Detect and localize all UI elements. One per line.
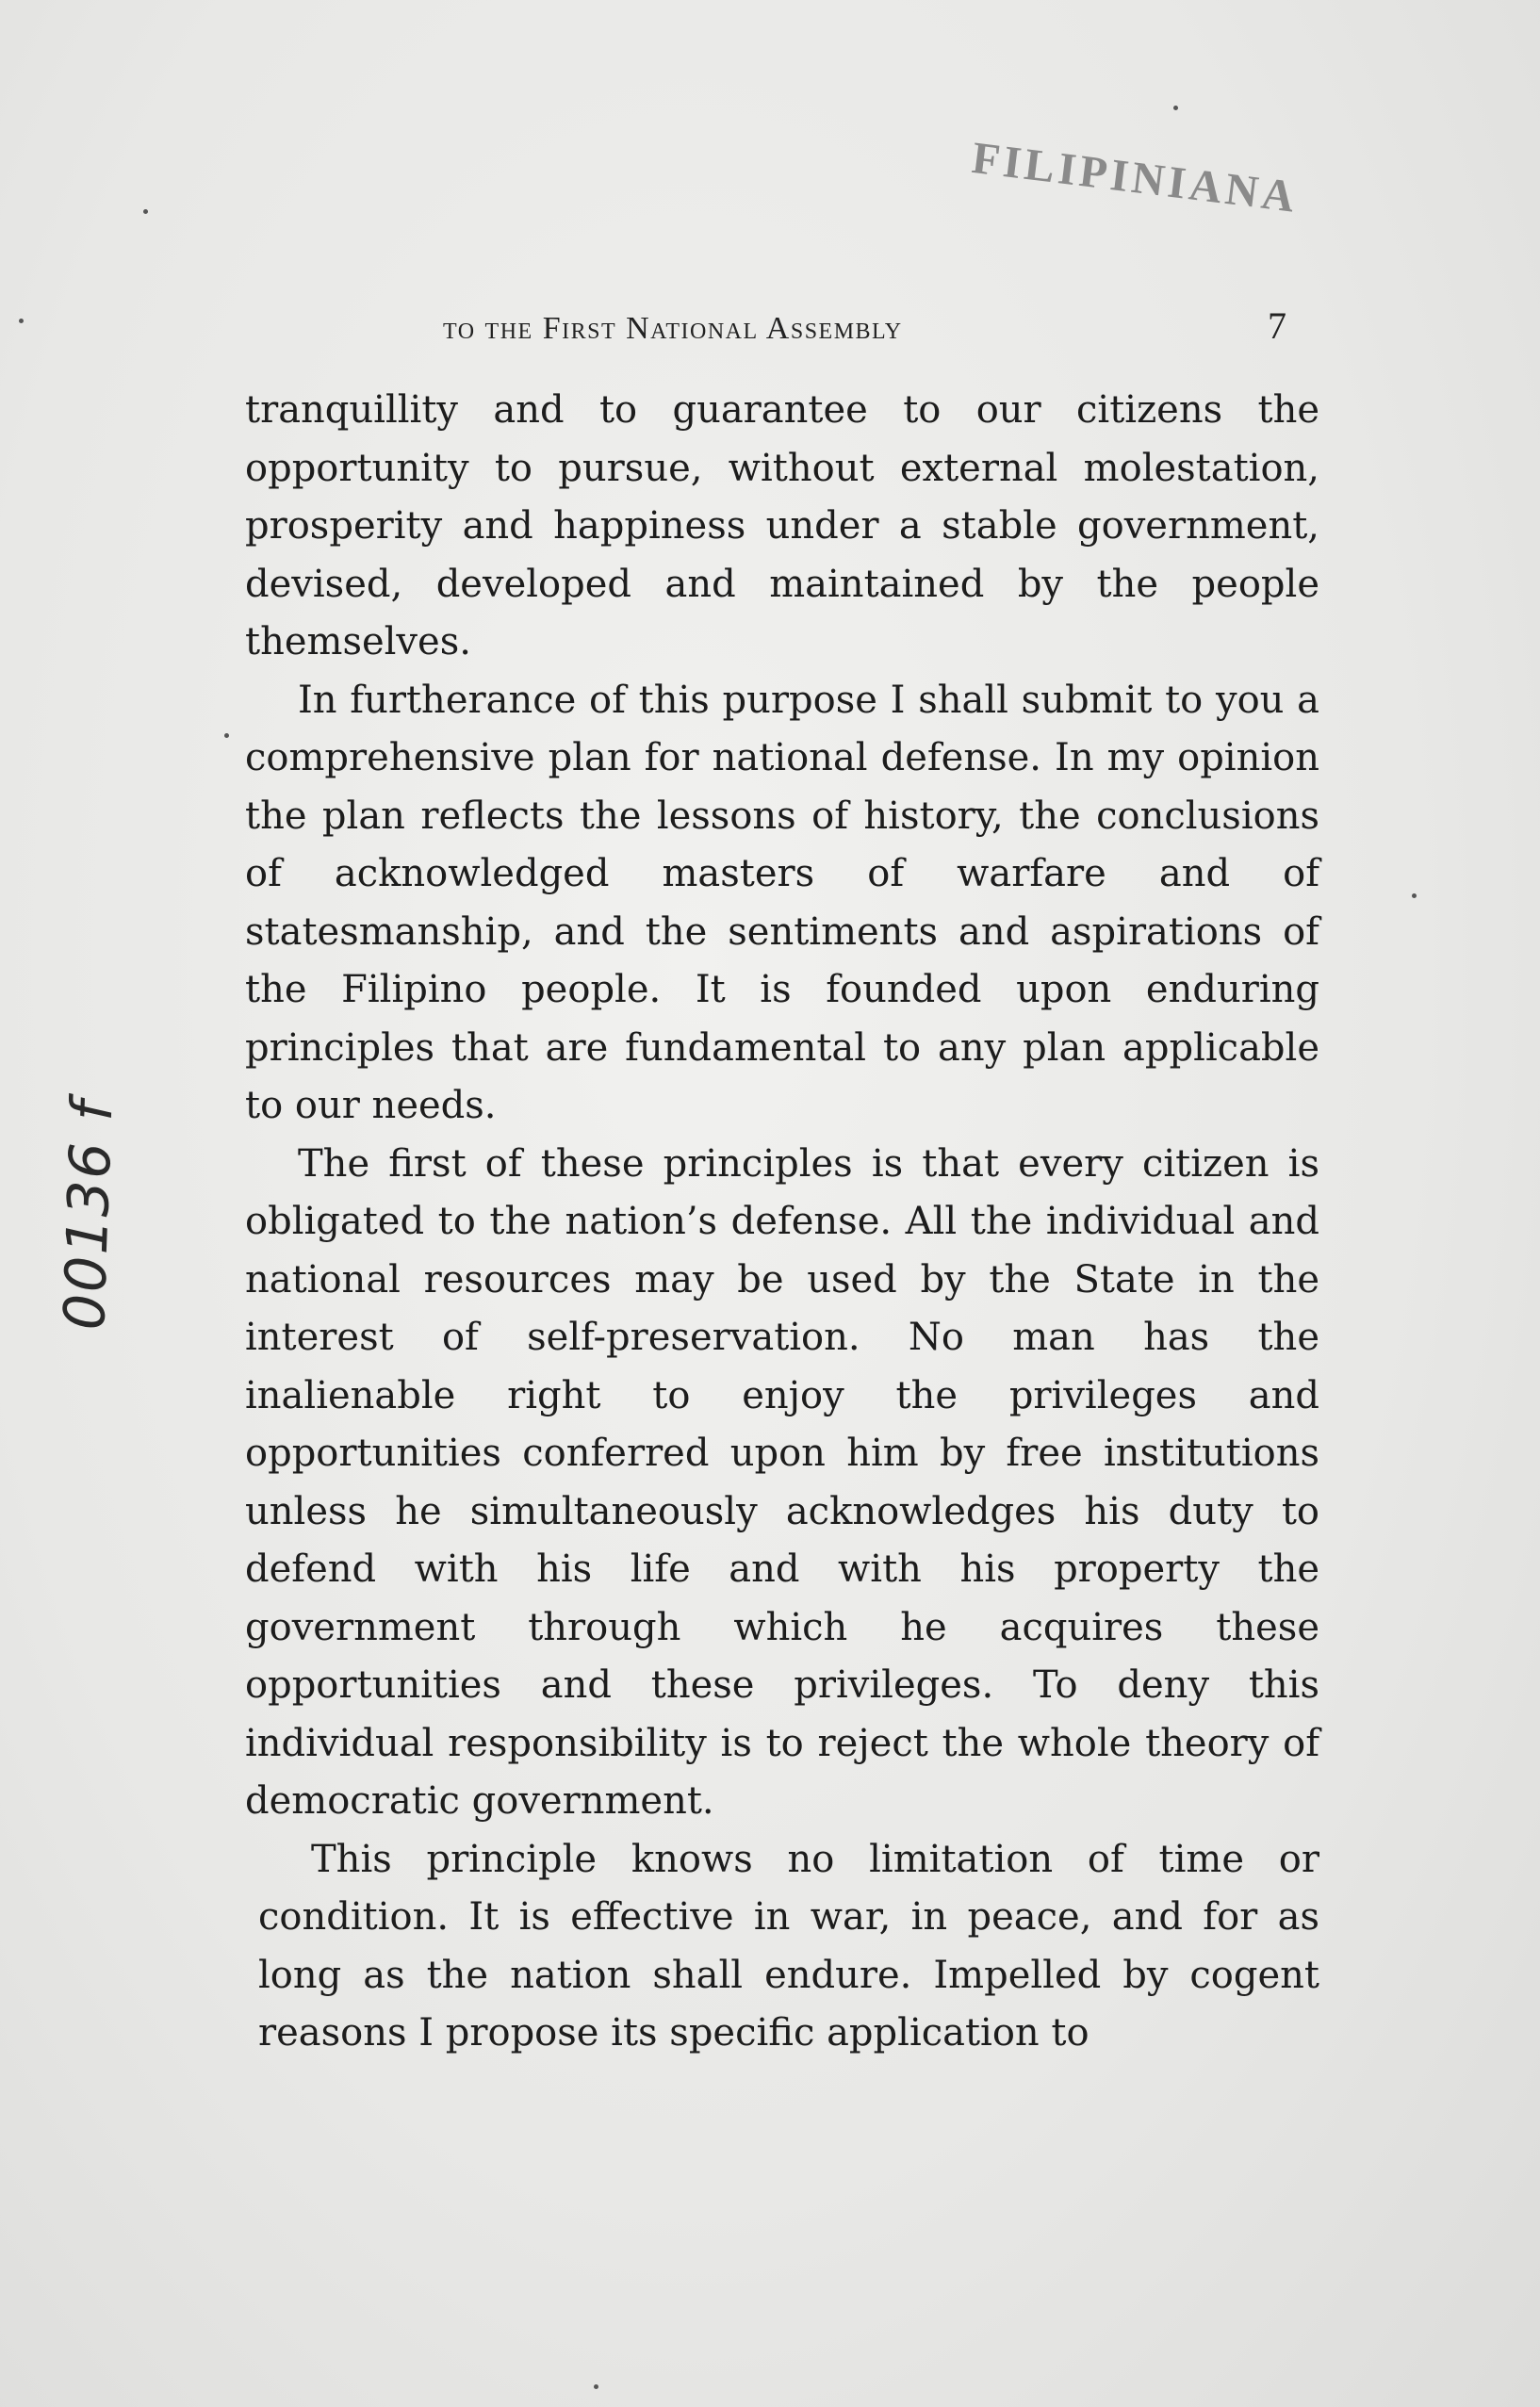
- dust-speck: [1173, 106, 1178, 110]
- handwritten-margin-note: 00136 f: [52, 1098, 126, 1332]
- dust-speck: [143, 209, 148, 214]
- paragraph-3: The first of these principles is that every citizen is obligated to the nation’s defense. All the individual and national resources may be used by the State in the interest of self-preservation. No man has the inalienable right to enjoy the privileges and opportunities conferred upon him by free institutions unless he simultaneously acknowledges his duty to defend with his life and with his property the government through which he acquires these opportunities and these privileges. To deny this individual responsibility is to reject the whole theory of democratic government.: [245, 1141, 1319, 1823]
- dust-speck: [19, 319, 24, 323]
- dust-speck: [224, 733, 229, 738]
- running-head: to the First National Assembly: [443, 311, 903, 346]
- dust-speck: [1412, 893, 1417, 898]
- dust-speck: [594, 2384, 598, 2389]
- page-number: 7: [1268, 304, 1286, 347]
- paragraph-4: This principle knows no limitation of time or condition. It is effective in war, in peace, and for as long as the nation shall endure. Impelled by cogent reasons I propose its specific application to: [258, 1837, 1319, 2055]
- paragraph-2: In furtherance of this purpose I shall submit to you a comprehensive plan for national defense. In my opinion the plan reflects the lessons of history, the conclusions of acknowledged masters of warfare and of statesmanship, and the sentiments and aspirations of the Filipino people. It is founded upon enduring principles that are fundamental to any plan applicable to our needs.: [245, 678, 1319, 1127]
- body-text: [245, 382, 1319, 2063]
- library-stamp: FILIPINIANA: [969, 132, 1302, 223]
- paragraph-1: tranquillity and to guarantee to our citizens the opportunity to pursue, without external molestation, prosperity and happiness under a stable government, devised, developed and maintained by the people themselves.: [245, 388, 1319, 663]
